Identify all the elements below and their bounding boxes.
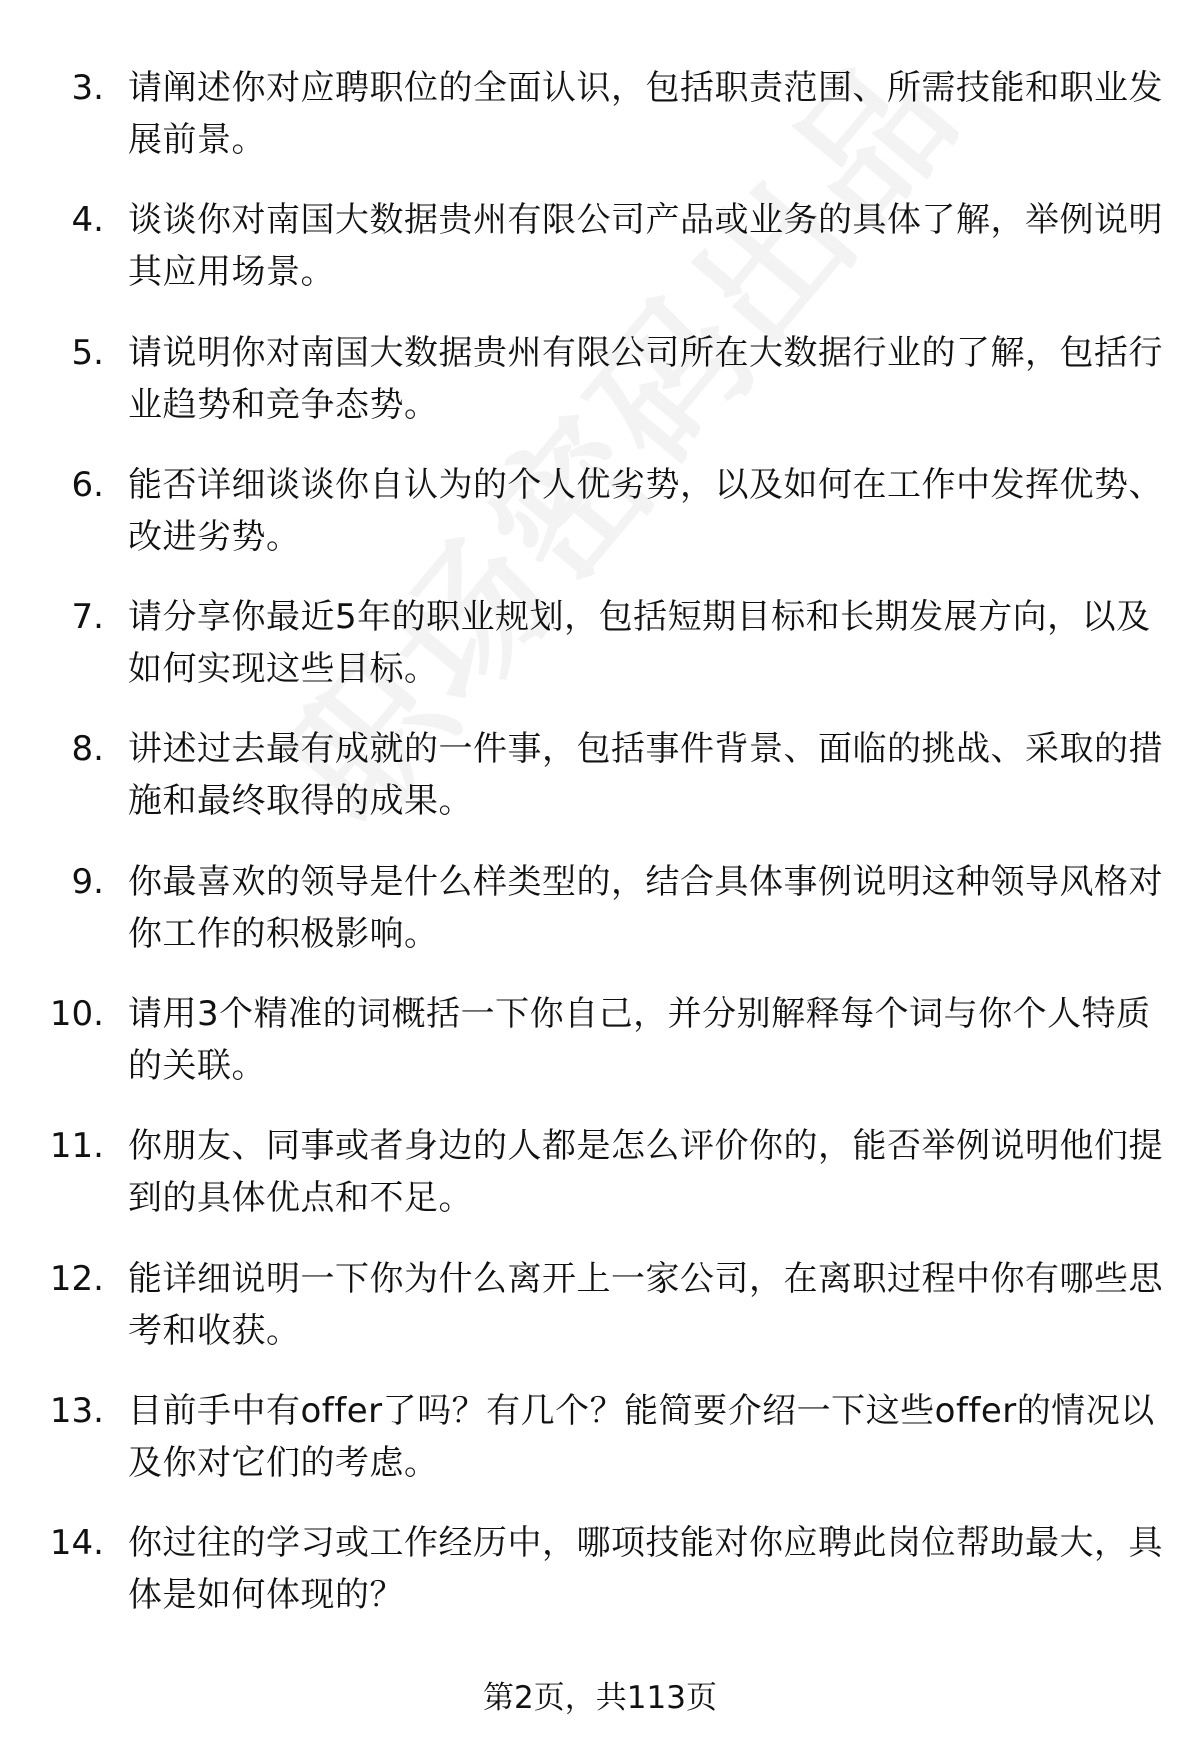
question-item <box>0 988 1200 1120</box>
question-text: 请阐述你对应聘职位的全面认识，包括职责范围、所需技能和职业发展前景。 <box>128 68 1163 160</box>
question-text: 请用3个精准的词概括一下你自己，并分别解释每个词与你个人特质的关联。 <box>128 994 1151 1087</box>
question-number: 7. <box>71 597 104 638</box>
question-text: 谈谈你对南国大数据贵州有限公司产品或业务的具体了解，举例说明其应用场景。 <box>128 200 1163 293</box>
question-number: 4. <box>71 200 104 241</box>
question-item <box>0 591 1200 723</box>
question-text: 能详细说明一下你为什么离开上一家公司，在离职过程中你有哪些思考和收获。 <box>128 1258 1163 1351</box>
question-number: 10. <box>49 994 104 1035</box>
question-number: 14. <box>49 1523 104 1564</box>
question-number: 6. <box>71 464 104 505</box>
question-item <box>0 723 1200 855</box>
question-item <box>0 1385 1200 1517</box>
question-item <box>0 1517 1200 1649</box>
question-number: 11. <box>49 1126 104 1167</box>
question-text: 目前手中有offer了吗？有几个？能简要介绍一下这些offer的情况以及你对它们的考虑。 <box>128 1390 1155 1483</box>
question-item <box>0 1120 1200 1252</box>
question-item <box>0 459 1200 591</box>
question-item <box>0 327 1200 459</box>
question-number: 8. <box>71 729 104 770</box>
question-text: 能否详细谈谈你自认为的个人优劣势，以及如何在工作中发挥优势、改进劣势。 <box>128 464 1163 557</box>
question-item <box>0 1253 1200 1385</box>
question-text: 请说明你对南国大数据贵州有限公司所在大数据行业的了解，包括行业趋势和竞争态势。 <box>128 332 1163 425</box>
question-item <box>0 194 1200 326</box>
question-number: 13. <box>49 1390 104 1431</box>
question-text: 讲述过去最有成就的一件事，包括事件背景、面临的挑战、采取的措施和最终取得的成果。 <box>128 729 1163 822</box>
question-list <box>0 62 1200 1650</box>
question-text: 你最喜欢的领导是什么样类型的，结合具体事例说明这种领导风格对你工作的积极影响。 <box>128 861 1163 954</box>
question-number: 5. <box>71 332 104 373</box>
page-number: 第2页，共113页 <box>483 1680 717 1716</box>
question-text: 你过往的学习或工作经历中，哪项技能对你应聘此岗位帮助最大，具体是如何体现的？ <box>128 1523 1163 1616</box>
question-text: 请分享你最近5年的职业规划，包括短期目标和长期发展方向，以及如何实现这些目标。 <box>128 597 1151 690</box>
question-item <box>0 856 1200 988</box>
question-number: 12. <box>49 1258 104 1299</box>
question-item <box>0 62 1200 194</box>
question-number: 9. <box>71 861 104 902</box>
question-number: 3. <box>71 68 104 108</box>
question-text: 你朋友、同事或者身边的人都是怎么评价你的，能否举例说明他们提到的具体优点和不足。 <box>128 1126 1163 1219</box>
